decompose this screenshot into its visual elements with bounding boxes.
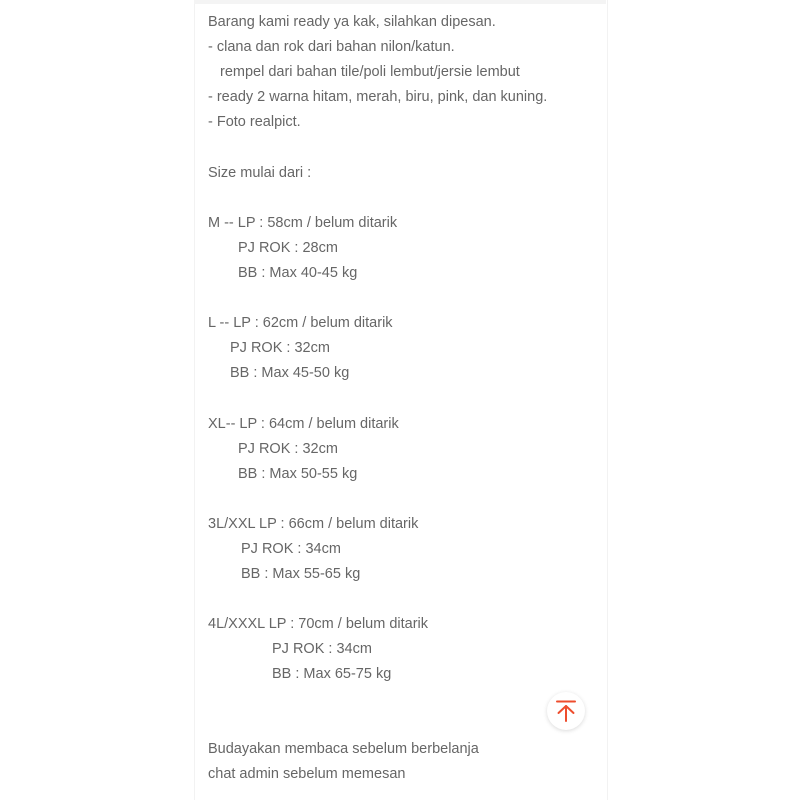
arrow-up-to-top-icon: [554, 699, 578, 723]
description-line: - ready 2 warna hitam, merah, biru, pink, dan kuning.: [208, 89, 548, 106]
blank-line: [208, 487, 598, 512]
product-description: [208, 10, 598, 688]
footer-line: chat admin sebelum memesan: [208, 766, 406, 783]
description-line: rempel dari bahan tile/poli lembut/jersie lembut: [220, 64, 520, 81]
size-l-lp: L -- LP : 62cm / belum ditarik: [208, 315, 393, 332]
size-m-lp: M -- LP : 58cm / belum ditarik: [208, 214, 398, 231]
top-divider: [194, 0, 606, 4]
blank-line: [208, 587, 598, 612]
description-line: - Foto realpict.: [208, 114, 301, 131]
blank-line: [208, 286, 598, 311]
size-3l-pj-rok: PJ ROK : 34cm: [241, 540, 341, 557]
size-m-bb: BB : Max 40-45 kg: [238, 264, 358, 281]
description-line: Barang kami ready ya kak, silahkan dipesan.: [208, 14, 496, 30]
size-l-bb: BB : Max 45-50 kg: [230, 365, 350, 382]
size-4l-lp: 4L/XXXL LP : 70cm / belum ditarik: [208, 616, 429, 633]
blank-line: [208, 186, 598, 211]
size-3l-lp: 3L/XXL LP : 66cm / belum ditarik: [208, 515, 419, 532]
size-4l-pj-rok: PJ ROK : 34cm: [272, 641, 372, 658]
footer-line: Budayakan membaca sebelum berbelanja: [208, 741, 479, 757]
size-3l-bb: BB : Max 55-65 kg: [241, 566, 361, 583]
size-l-pj-rok: PJ ROK : 32cm: [230, 340, 330, 357]
size-xl-lp: XL-- LP : 64cm / belum ditarik: [208, 415, 399, 432]
blank-line: [208, 135, 598, 160]
size-4l-bb: BB : Max 65-75 kg: [272, 666, 392, 683]
scroll-to-top-button[interactable]: [547, 692, 585, 730]
description-footer: [208, 737, 598, 787]
size-xl-bb: BB : Max 50-55 kg: [238, 465, 358, 482]
blank-line: [208, 386, 598, 411]
description-line: - clana dan rok dari bahan nilon/katun.: [208, 39, 455, 56]
size-m-pj-rok: PJ ROK : 28cm: [238, 239, 338, 256]
size-heading: Size mulai dari :: [208, 164, 312, 181]
size-xl-pj-rok: PJ ROK : 32cm: [238, 440, 338, 457]
